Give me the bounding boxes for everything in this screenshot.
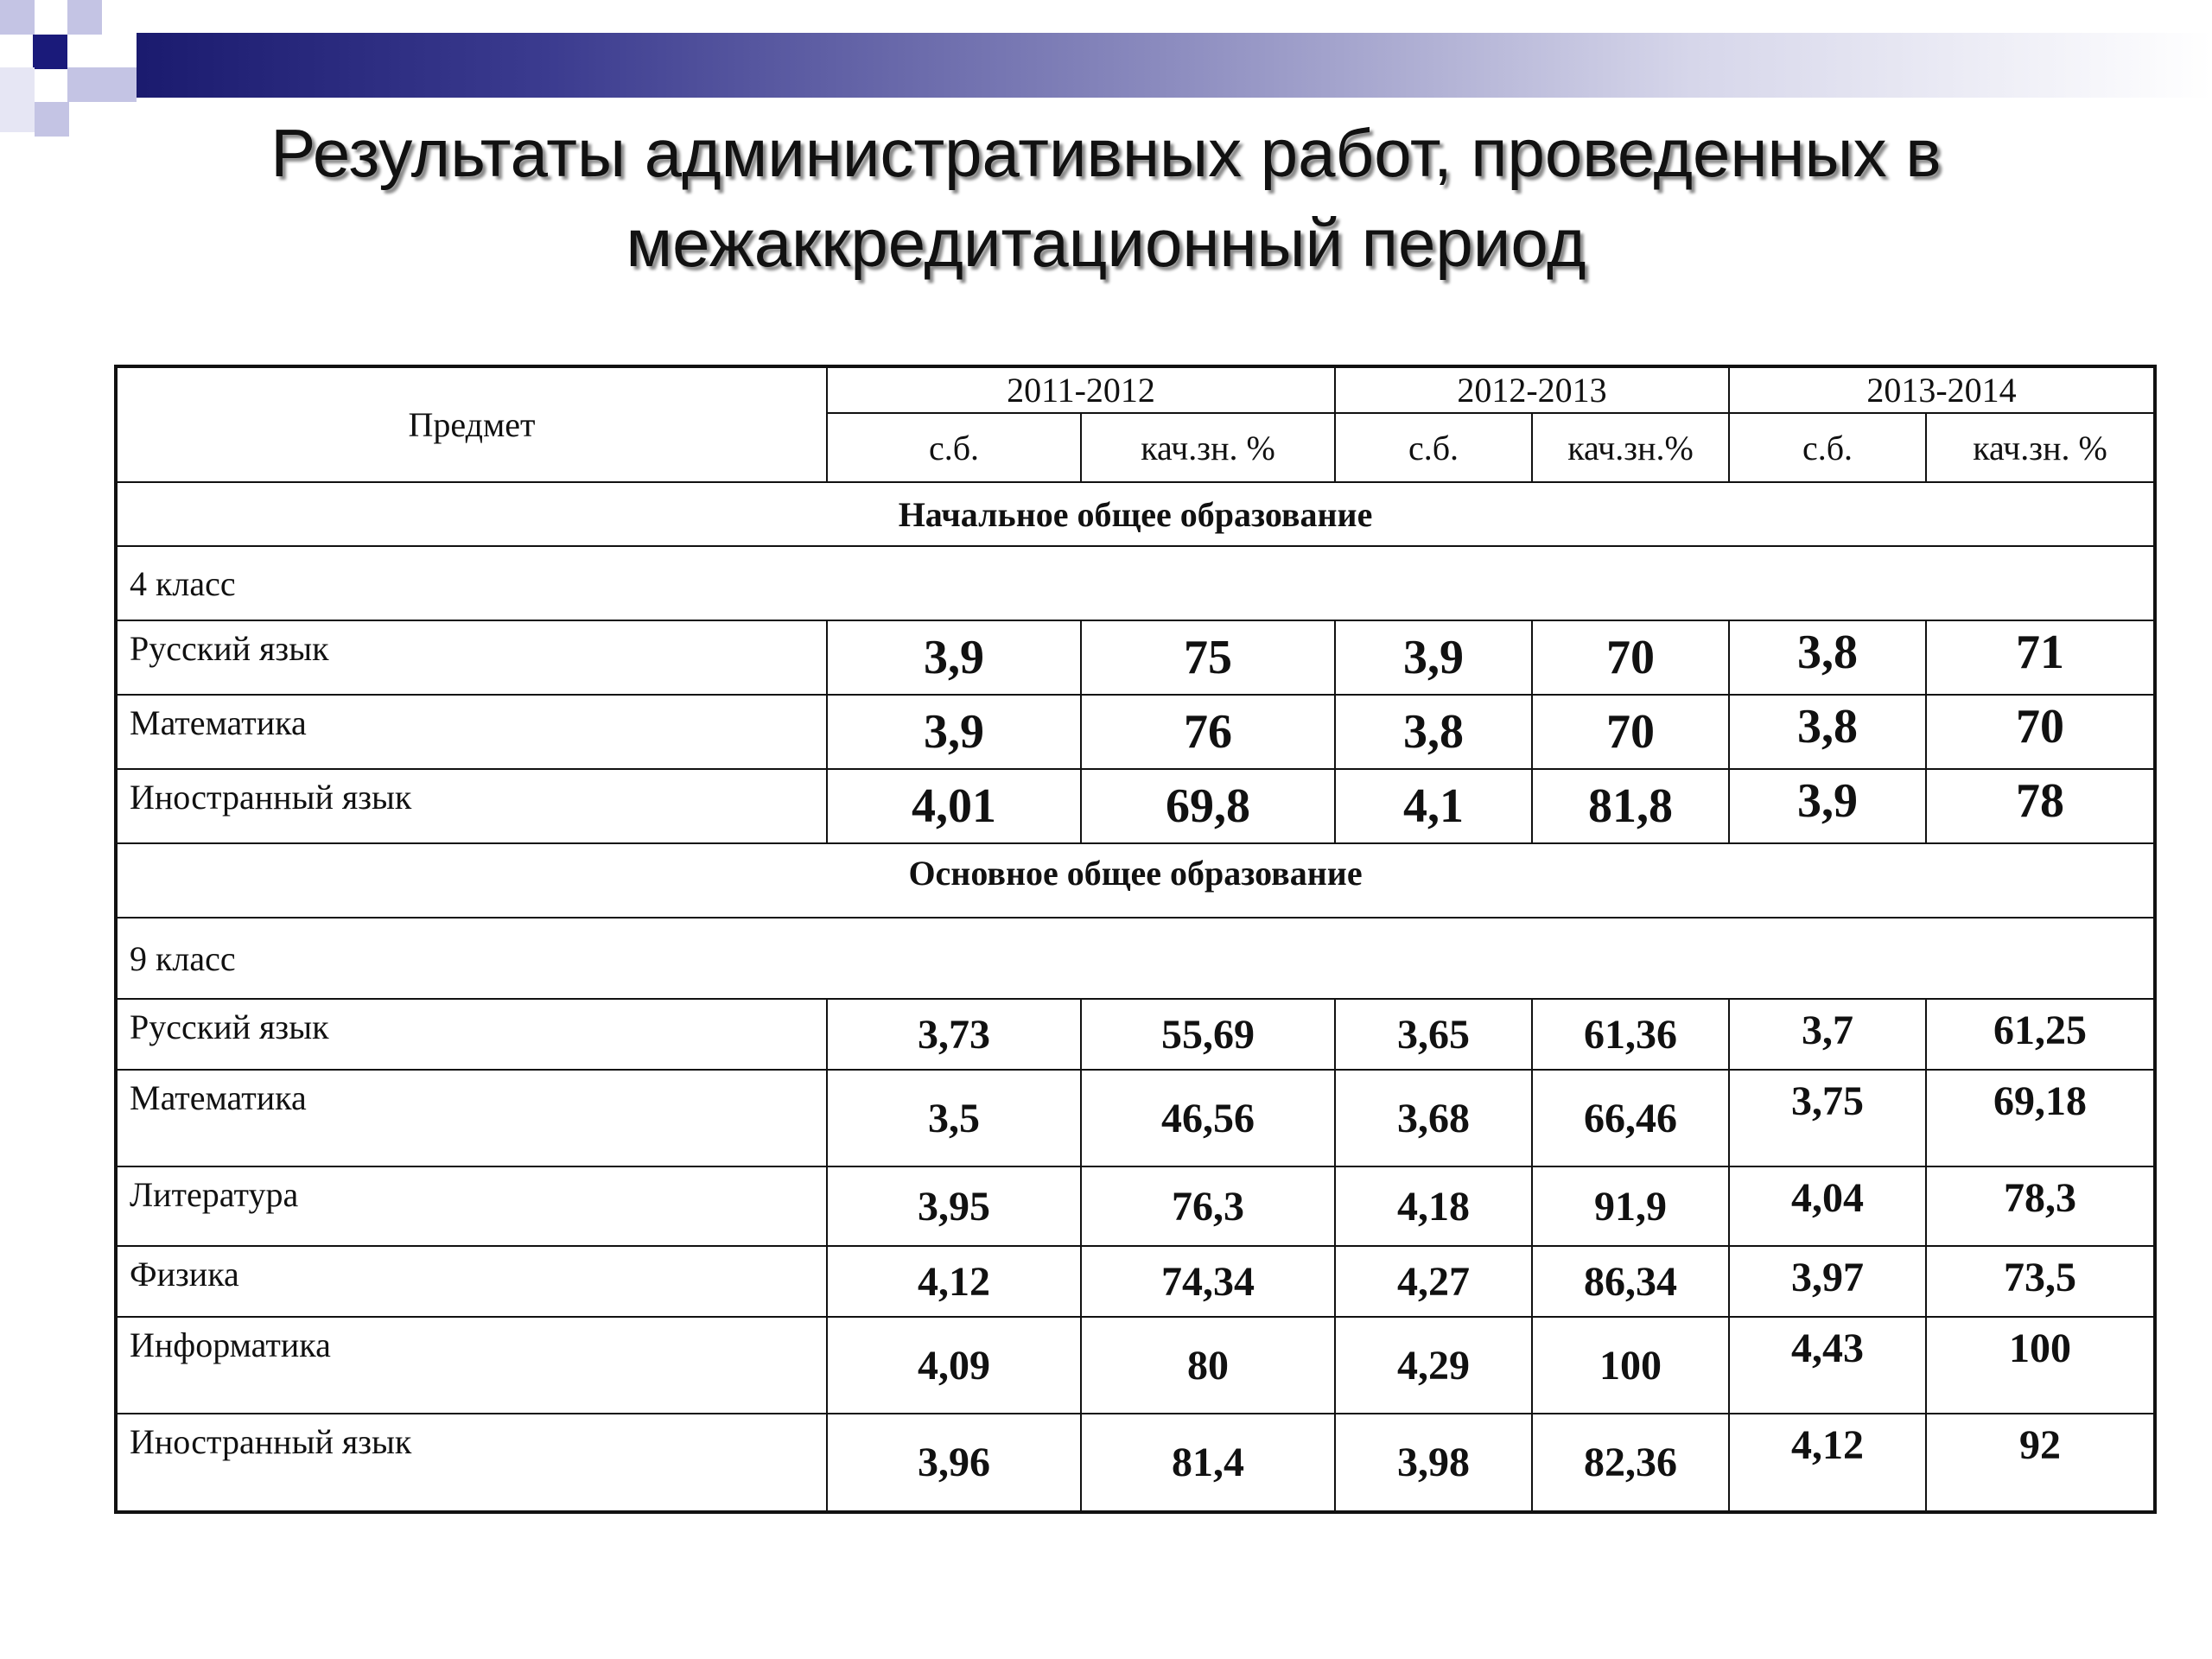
subheader-cell: с.б. <box>1729 413 1926 482</box>
subheader-cell: кач.зн. % <box>1081 413 1335 482</box>
decor-square <box>67 0 102 35</box>
subheader-cell: с.б. <box>827 413 1081 482</box>
decor-square <box>35 102 69 137</box>
table-row <box>116 1166 2155 1246</box>
value-cell: 81,4 <box>1081 1414 1335 1512</box>
slide-title: Результаты административных работ, проведенных в межаккредитационный период <box>270 115 1942 281</box>
subject-cell: Информатика <box>116 1317 827 1414</box>
value-cell: 81,8 <box>1532 769 1729 843</box>
value-cell: 3,65 <box>1335 999 1532 1070</box>
table-row <box>116 1414 2155 1512</box>
table-row <box>116 1246 2155 1317</box>
decor-square <box>35 0 69 35</box>
value-cell: 3,95 <box>827 1166 1081 1246</box>
value-cell: 78,3 <box>1926 1166 2155 1246</box>
value-cell: 3,9 <box>1729 769 1926 843</box>
table-row <box>116 999 2155 1070</box>
decor-square <box>102 33 137 67</box>
table-row <box>116 769 2155 843</box>
subheader-cell: с.б. <box>1335 413 1532 482</box>
value-cell: 3,5 <box>827 1070 1081 1166</box>
value-cell: 3,68 <box>1335 1070 1532 1166</box>
decor-square <box>0 0 35 35</box>
table-row <box>116 620 2155 695</box>
section-title: Начальное общее образование <box>116 482 2155 546</box>
subject-cell: Иностранный язык <box>116 769 827 843</box>
value-cell: 3,7 <box>1729 999 1926 1070</box>
subject-cell: Русский язык <box>116 999 827 1070</box>
subject-cell: Физика <box>116 1246 827 1317</box>
subject-cell: Математика <box>116 1070 827 1166</box>
value-cell: 4,43 <box>1729 1317 1926 1414</box>
decor-square <box>102 67 137 102</box>
value-cell: 4,09 <box>827 1317 1081 1414</box>
value-cell: 69,8 <box>1081 769 1335 843</box>
value-cell: 91,9 <box>1532 1166 1729 1246</box>
value-cell: 70 <box>1926 695 2155 769</box>
value-cell: 3,75 <box>1729 1070 1926 1166</box>
decor-square <box>0 67 35 132</box>
value-cell: 61,25 <box>1926 999 2155 1070</box>
value-cell: 71 <box>1926 620 2155 695</box>
year-header: 2013-2014 <box>1729 366 2155 413</box>
value-cell: 3,8 <box>1729 695 1926 769</box>
value-cell: 66,46 <box>1532 1070 1729 1166</box>
value-cell: 4,1 <box>1335 769 1532 843</box>
subject-header: Предмет <box>116 366 827 482</box>
value-cell: 4,18 <box>1335 1166 1532 1246</box>
subject-cell: Иностранный язык <box>116 1414 827 1512</box>
value-cell: 100 <box>1926 1317 2155 1414</box>
value-cell: 4,01 <box>827 769 1081 843</box>
value-cell: 3,9 <box>1335 620 1532 695</box>
table-row <box>116 1070 2155 1166</box>
value-cell: 3,8 <box>1729 620 1926 695</box>
subject-cell: Русский язык <box>116 620 827 695</box>
value-cell: 4,12 <box>827 1246 1081 1317</box>
subject-cell: Литература <box>116 1166 827 1246</box>
value-cell: 70 <box>1532 695 1729 769</box>
value-cell: 3,97 <box>1729 1246 1926 1317</box>
value-cell: 4,12 <box>1729 1414 1926 1512</box>
value-cell: 76 <box>1081 695 1335 769</box>
value-cell: 80 <box>1081 1317 1335 1414</box>
value-cell: 92 <box>1926 1414 2155 1512</box>
value-cell: 86,34 <box>1532 1246 1729 1317</box>
header-band <box>130 33 2212 98</box>
value-cell: 3,98 <box>1335 1414 1532 1512</box>
value-cell: 75 <box>1081 620 1335 695</box>
value-cell: 3,96 <box>827 1414 1081 1512</box>
results-table <box>114 365 2157 1514</box>
value-cell: 55,69 <box>1081 999 1335 1070</box>
value-cell: 3,9 <box>827 695 1081 769</box>
subject-cell: Математика <box>116 695 827 769</box>
table-row <box>116 1317 2155 1414</box>
value-cell: 4,29 <box>1335 1317 1532 1414</box>
section-title: Основное общее образование <box>116 843 2155 918</box>
value-cell: 61,36 <box>1532 999 1729 1070</box>
value-cell: 4,27 <box>1335 1246 1532 1317</box>
value-cell: 78 <box>1926 769 2155 843</box>
value-cell: 3,8 <box>1335 695 1532 769</box>
value-cell: 69,18 <box>1926 1070 2155 1166</box>
decor-square <box>33 35 67 69</box>
value-cell: 4,04 <box>1729 1166 1926 1246</box>
grade-label: 9 класс <box>116 918 2155 999</box>
value-cell: 3,9 <box>827 620 1081 695</box>
subheader-cell: кач.зн. % <box>1926 413 2155 482</box>
subheader-cell: кач.зн.% <box>1532 413 1729 482</box>
value-cell: 76,3 <box>1081 1166 1335 1246</box>
value-cell: 46,56 <box>1081 1070 1335 1166</box>
value-cell: 73,5 <box>1926 1246 2155 1317</box>
grade-label: 4 класс <box>116 546 2155 620</box>
year-header: 2011-2012 <box>827 366 1335 413</box>
year-header: 2012-2013 <box>1335 366 1729 413</box>
value-cell: 82,36 <box>1532 1414 1729 1512</box>
value-cell: 70 <box>1532 620 1729 695</box>
value-cell: 74,34 <box>1081 1246 1335 1317</box>
table-row <box>116 695 2155 769</box>
value-cell: 3,73 <box>827 999 1081 1070</box>
decor-square <box>67 67 102 102</box>
value-cell: 100 <box>1532 1317 1729 1414</box>
